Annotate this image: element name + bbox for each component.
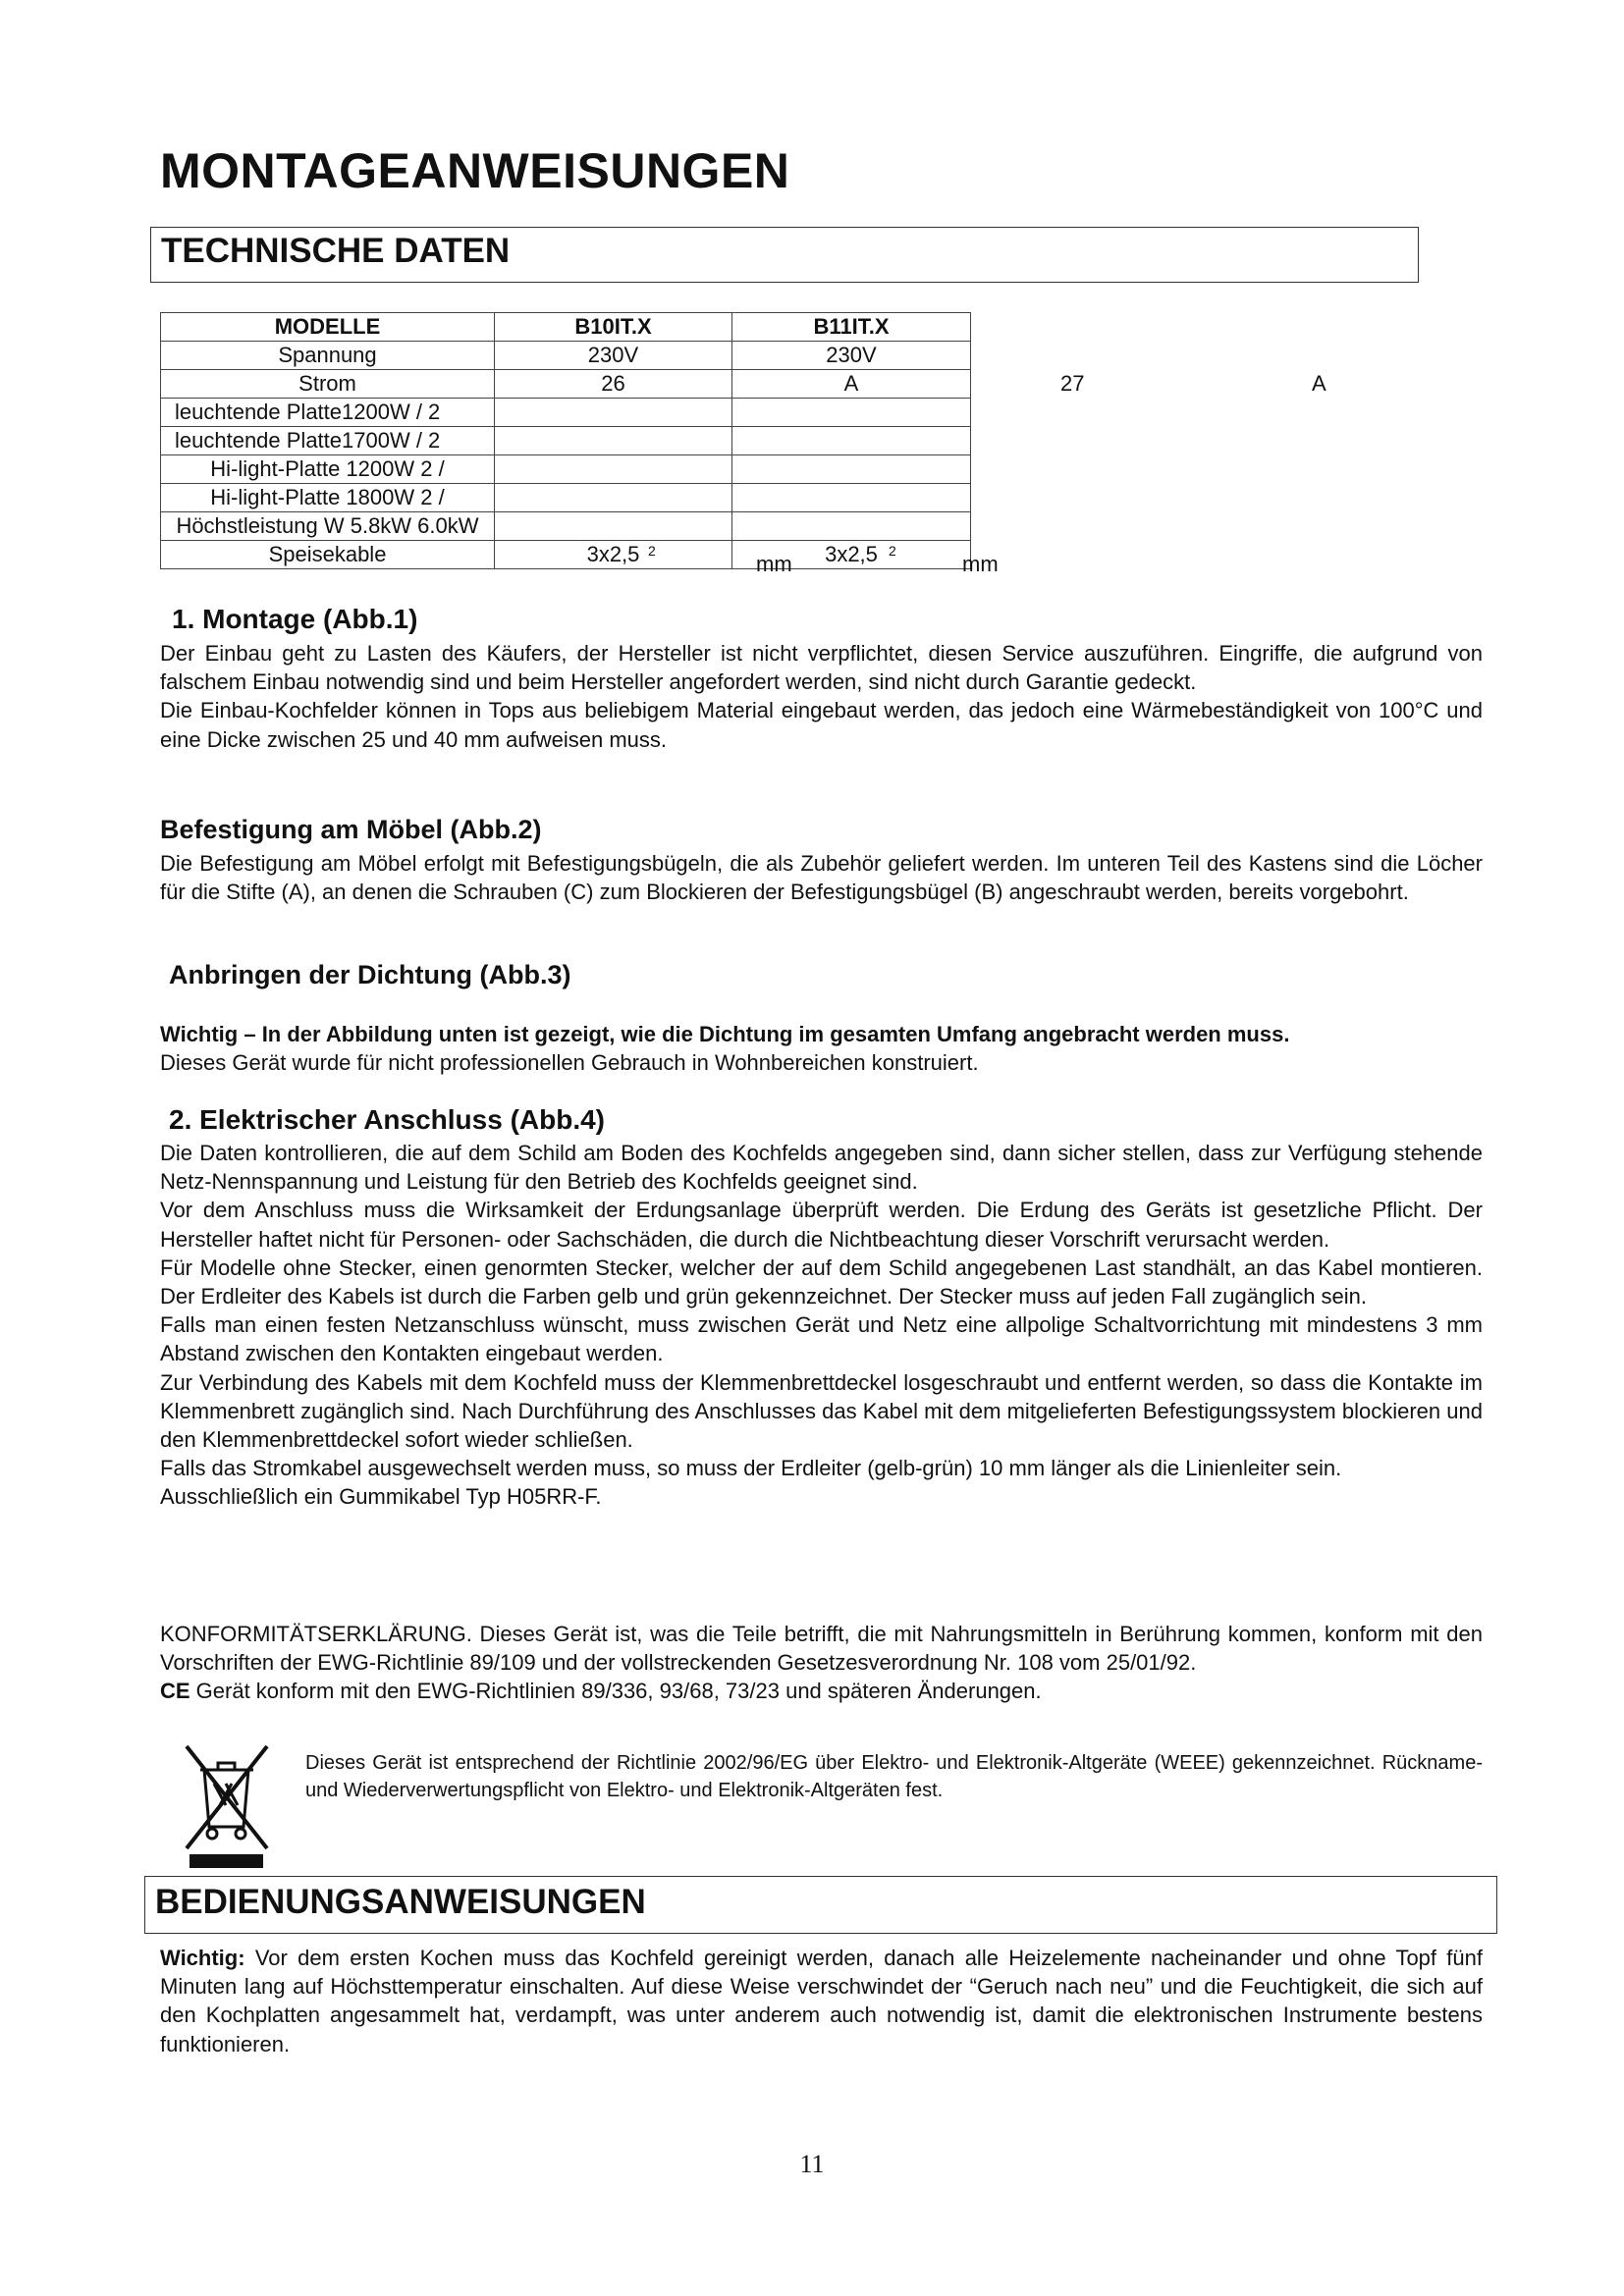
befestigung-text (160, 849, 1483, 906)
paragraph: Falls man einen festen Netzanschluss wünscht, muss zwischen Gerät und Netz eine allpolige Schaltvorrichtung mit mindestens 3 mm Abstand zwischen den Kontakten eingebaut werden. (160, 1312, 1483, 1366)
table-header-cell: B10IT.X (495, 313, 732, 342)
important-note: Wichtig – In der Abbildung unten ist gezeigt, wie die Dichtung im gesamten Umfang angebracht werden muss. (160, 1022, 1290, 1046)
elektrisch-text (160, 1139, 1483, 1512)
page-title: MONTAGEANWEISUNGEN (160, 143, 790, 198)
table-row (161, 370, 971, 399)
table-row (161, 399, 971, 427)
table-cell (495, 427, 732, 455)
paragraph (160, 1944, 1483, 2058)
table-cell (495, 399, 732, 427)
section-heading-elektrisch: 2. Elektrischer Anschluss (Abb.4) (169, 1104, 605, 1135)
table-header-cell: MODELLE (161, 313, 495, 342)
table-cell (495, 512, 732, 541)
dichtung-text (160, 1020, 1483, 1077)
table-row (161, 484, 971, 512)
table-cell: A (732, 370, 971, 399)
table-cell (732, 399, 971, 427)
paragraph: Die Befestigung am Möbel erfolgt mit Befestigungsbügeln, die als Zubehör geliefert werden. Im unteren Teil des Kastens sind die Löcher für die Stifte (A), an denen die Schrauben (C) zum Blockieren der Befestigungsbügel (B) angeschraubt werden, bereits vorgebohrt. (160, 851, 1483, 905)
table-cell: leuchtende Platte1700W / 2 (161, 427, 495, 455)
strom-unit-extra: A (1312, 371, 1326, 396)
table-header-row (161, 313, 971, 342)
table-cell (732, 427, 971, 455)
section-heading-dichtung: Anbringen der Dichtung (Abb.3) (169, 960, 571, 989)
important-label: Wichtig: (160, 1946, 245, 1970)
table-row (161, 342, 971, 370)
page-number: 11 (799, 2150, 825, 2178)
paragraph: Für Modelle ohne Stecker, einen genormten Stecker, welcher der auf dem Schild angegebenen Last standhält, an das Kabel montieren. Der Erdleiter des Kabels ist durch die Farben gelb und grün gekennzeichnet. Der Stecker muss auf jeden Fall zugänglich sein. (160, 1255, 1483, 1309)
table-row (161, 455, 971, 484)
bedienung-text (160, 1944, 1483, 2058)
table-header-cell: B11IT.X (732, 313, 971, 342)
ce-line (160, 1677, 1483, 1705)
table-cell: leuchtende Platte1200W / 2 (161, 399, 495, 427)
table-row (161, 512, 971, 541)
section-heading-montage: 1. Montage (Abb.1) (172, 604, 418, 634)
table-cell (732, 512, 971, 541)
weee-icon (175, 1733, 278, 1870)
technical-data-heading: TECHNISCHE DATEN (150, 227, 1419, 283)
paragraph: Falls das Stromkabel ausgewechselt werden muss, so muss der Erdleiter (gelb-grün) 10 mm länger als die Linienleiter sein. (160, 1456, 1342, 1481)
montage-text (160, 639, 1483, 754)
table-cell (732, 455, 971, 484)
table-cell: Strom (161, 370, 495, 399)
table-cell (732, 484, 971, 512)
table-cell: Hi-light-Platte 1800W 2 / (161, 484, 495, 512)
table-cell: Speisekable (161, 541, 495, 569)
paragraph: Ausschließlich ein Gummikabel Typ H05RR-F. (160, 1484, 602, 1510)
paragraph: Die Daten kontrollieren, die auf dem Schild am Boden des Kochfelds angegeben sind, dann sicher stellen, dass zur Verfügung stehende Netz-Nennspannung und Leistung für den Betrieb des Kochfelds geeignet sind. (160, 1141, 1483, 1195)
paragraph: KONFORMITÄTSERKLÄRUNG. Dieses Gerät ist, was die Teile betrifft, die mit Nahrungsmitteln in Berührung kommen, konform mit den Vorschriften der EWG-Richtlinie 89/109 und der vollstreckenden Gesetzesverordnung Nr. 108 vom 25/01/92. (160, 1622, 1483, 1676)
unit-mm: mm (962, 552, 999, 576)
unit-mm: mm (756, 552, 792, 576)
table-cell: Höchstleistung W 5.8kW 6.0kW (161, 512, 495, 541)
table-row (161, 541, 971, 569)
table-cell: 3x2,5 (495, 541, 732, 569)
strom-value-extra: 27 (1060, 371, 1085, 396)
table-cell: 230V (495, 342, 732, 370)
superscript-2: 2 (648, 543, 656, 559)
technical-data-table (160, 312, 971, 569)
table-cell (495, 455, 732, 484)
superscript-2: 2 (889, 543, 896, 559)
ce-label: CE (160, 1679, 190, 1704)
paragraph: Dieses Gerät wurde für nicht professionellen Gebrauch in Wohnbereichen konstruiert. (160, 1050, 979, 1076)
table-cell: 230V (732, 342, 971, 370)
paragraph: Zur Verbindung des Kabels mit dem Kochfeld muss der Klemmenbrettdeckel losgeschraubt und entfernt werden, so dass die Kontakte im Klemmenbrett zugänglich sind. Nach Durchführung des Anschlusses das Kabel mit dem mitgelieferten Befestigungssystem blockieren und den Klemmenbrettdeckel sofort wieder schließen. (160, 1369, 1483, 1453)
ce-text: Gerät konform mit den EWG-Richtlinien 89/336, 93/68, 73/23 und späteren Änderungen. (189, 1679, 1042, 1704)
operating-instructions-heading: BEDIENUNGSANWEISUNGEN (144, 1876, 1497, 1934)
table-cell: Hi-light-Platte 1200W 2 / (161, 455, 495, 484)
paragraph: Der Einbau geht zu Lasten des Käufers, der Hersteller ist nicht verpflichtet, diesen Service auszuführen. Eingriffe, die aufgrund von falschem Einbau notwendig sind und beim Hersteller angefordert werden, sind nicht durch Garantie gedeckt. (160, 641, 1483, 695)
section-heading-befestigung: Befestigung am Möbel (Abb.2) (160, 815, 542, 844)
paragraph: Die Einbau-Kochfelder können in Tops aus beliebigem Material eingebaut werden, das jedoch eine Wärmebeständigkeit von 100°C und eine Dicke zwischen 25 und 40 mm aufweisen muss. (160, 698, 1483, 752)
table-cell: 3x2,5 (732, 541, 971, 569)
important-text: Vor dem ersten Kochen muss das Kochfeld gereinigt werden, danach alle Heizelemente nacheinander und ohne Topf fünf Minuten lang auf Höchsttemperatur einschalten. Auf diese Weise verschwindet der “Geruch nach neu” und die Feuchtigkeit, die sich auf den Kochplatten angesammelt hat, verdampft, was unter anderem auch notwendig ist, damit die elektronischen Instrumente bestens funktionieren. (160, 1946, 1483, 2056)
table-row (161, 427, 971, 455)
table-cell (495, 484, 732, 512)
konformitaet-text (160, 1620, 1483, 1706)
table-cell: Spannung (161, 342, 495, 370)
paragraph: Vor dem Anschluss muss die Wirksamkeit der Erdungsanlage überprüft werden. Die Erdung des Geräts ist gesetzliche Pflicht. Der Hersteller haftet nicht für Personen- oder Sachschäden, die durch die Nichtbeachtung dieser Vorschrift verursacht werden. (160, 1198, 1483, 1252)
weee-text: Dieses Gerät ist entsprechend der Richtlinie 2002/96/EG über Elektro- und Elektronik-Altgeräte (WEEE) gekennzeichnet. Rückname- und Wiederverwertungspflicht von Elektro- und Elektronik-Altgeräten fest. (305, 1752, 1483, 1801)
table-cell: 26 (495, 370, 732, 399)
